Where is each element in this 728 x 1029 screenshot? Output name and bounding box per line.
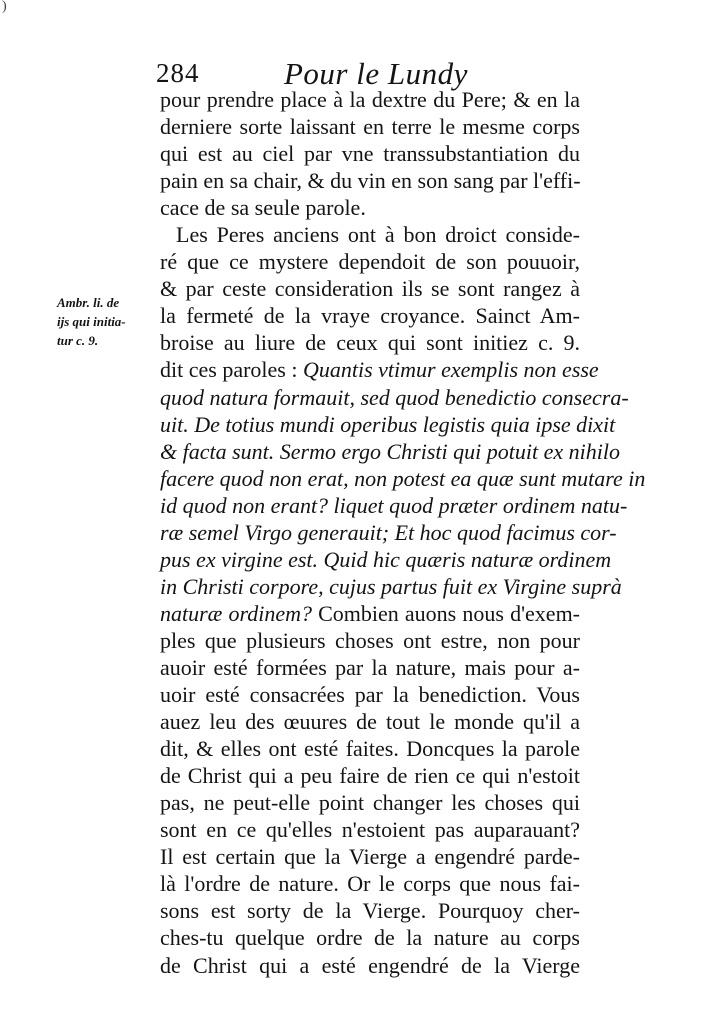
text-line: de Christ qui a peu faire de rien ce qui n'estoit: [160, 763, 580, 789]
latin-quote-line: quod natura formauit, sed quod benedictio consecra-: [160, 384, 629, 410]
text-line: [160, 356, 599, 383]
text-line: Il est certain que la Vierge a engendré parde-: [160, 844, 580, 870]
margin-note-line: ijs qui initia-: [57, 314, 126, 329]
text-line: sont en ce qu'elles n'estoient pas auparauant?: [160, 817, 580, 843]
text-line: ples que plusieurs choses ont estre, non pour: [160, 627, 580, 653]
text-line: sons est sorty de la Vierge. Pourquoy cher-: [160, 898, 580, 924]
text-line: ches-tu quelque ordre de la nature au corps: [160, 925, 580, 951]
page-number: 284: [156, 58, 200, 88]
text-line: dit, & elles ont esté faites. Doncques la parole: [160, 736, 580, 762]
text-line: pain en sa chair, & du vin en son sang par l'effi-: [160, 168, 581, 194]
latin-quote-fragment: Quantis vtimur exemplis non esse: [302, 357, 599, 383]
text-line: là l'ordre de nature. Or le corps que nous fai-: [160, 871, 580, 897]
text-line: derniere sorte laissant en terre le mesme corps: [160, 114, 580, 140]
latin-quote-line: facere quod non erat, non potest ea quæ sunt mutare in: [160, 465, 646, 491]
latin-quote-line: uit. De totius mundi operibus legistis quia ipse dixit: [160, 411, 616, 437]
latin-quote-line: ræ semel Virgo generauit; Et hoc quod facimus cor-: [160, 519, 617, 545]
margin-note-line: Ambr. li. de: [57, 295, 120, 310]
text-line: pour prendre place à la dextre du Pere; & en la: [160, 87, 580, 112]
running-head: Pour le Lundy: [284, 56, 468, 91]
latin-quote-fragment: naturæ ordinem?: [160, 600, 319, 626]
text-line: auoir esté formées par la nature, mais pour a-: [160, 654, 580, 680]
text-line: qui est au ciel par vne transsubstantiation du: [160, 141, 580, 167]
text-fragment: Combien auons nous d'exem-: [318, 600, 581, 626]
paragraph-start-line: Les Peres anciens ont à bon droict conside-: [176, 222, 580, 248]
text-line: la fermeté de la vraye croyance. Sainct Am-: [160, 303, 580, 329]
margin-note-line: tur c. 9.: [57, 333, 99, 348]
latin-quote-line: & facta sunt. Sermo ergo Christi qui potuit ex nihilo: [160, 438, 620, 464]
text-line: uoir esté consacrées par la benediction. Vous: [160, 682, 580, 708]
latin-quote-line: pus ex virgine est. Quid hic quæris naturæ ordinem: [160, 546, 612, 572]
text-fragment: dit ces paroles :: [160, 357, 303, 383]
text-line: de Christ qui a esté engendré de la Vierge: [160, 952, 580, 978]
latin-quote-line: in Christi corpore, cujus partus fuit ex Virgine suprà: [160, 573, 622, 599]
page-corner-mark: ): [2, 0, 7, 14]
text-line: broise au liure de ceux qui sont initiez c. 9.: [160, 330, 580, 356]
latin-quote-line: id quod non erant? liquet quod præter ordinem natu-: [160, 492, 628, 518]
text-line: [160, 600, 580, 627]
margin-note: [57, 293, 157, 350]
text-line: pas, ne peut-elle point changer les choses qui: [160, 790, 580, 816]
body-text: [160, 86, 646, 979]
text-line: cace de sa seule parole.: [160, 195, 366, 221]
text-line: & par ceste consideration ils se sont rangez à: [160, 276, 580, 302]
text-line: auez leu des œuures de tout le monde qu'il a: [160, 709, 580, 735]
text-line: ré que ce mystere dependoit de son pouuoir,: [160, 249, 580, 275]
